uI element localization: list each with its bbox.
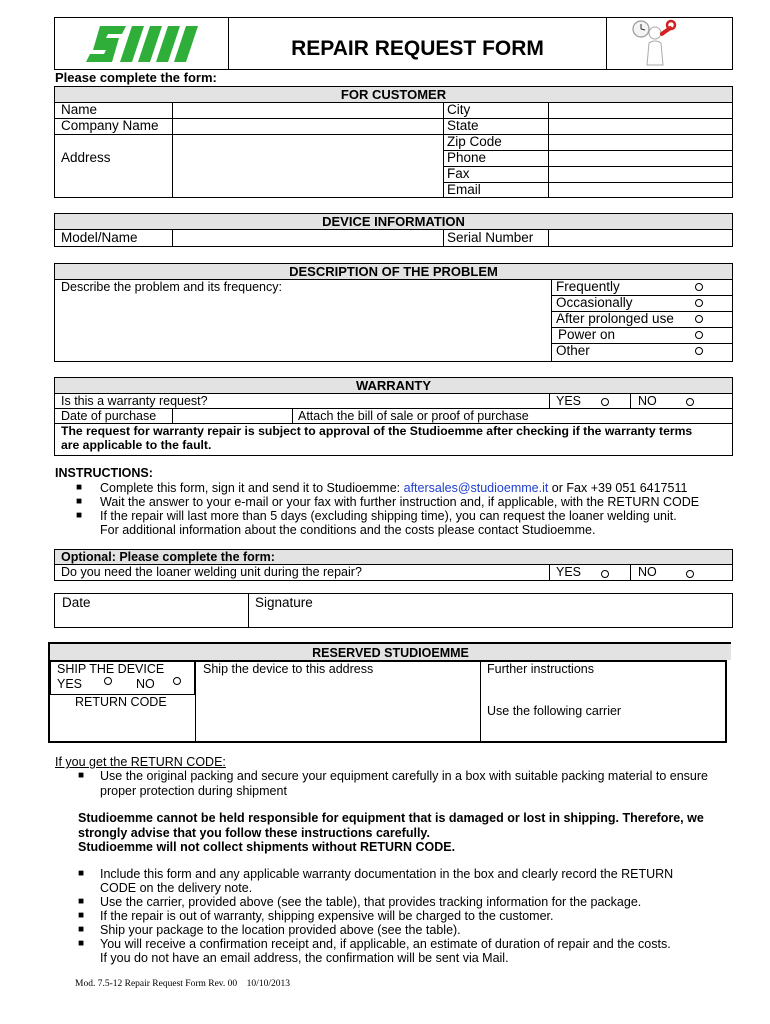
aftersales-email-link[interactable]: aftersales@studioemme.it [403, 481, 549, 495]
optional-title: Optional: Please complete the form: [61, 550, 275, 564]
return-bullet-1-line1: Use the original packing and secure your equipment carefully in a box with suitable packing material to ensure [100, 769, 708, 783]
return-bullet-6-line1: You will receive a confirmation receipt and, if applicable, an estimate of duration of repair and the costs. [100, 937, 671, 951]
bullet-icon: ■ [78, 868, 85, 879]
return-bullet-4: If the repair is out of warranty, shipping expensive will be charged to the customer. [100, 909, 554, 923]
frequency-occasionally-label: Occasionally [556, 295, 633, 310]
name-field[interactable] [174, 103, 442, 117]
reserved-section-header: RESERVED STUDIOEMME [312, 646, 469, 660]
frequency-power-on-radio[interactable] [695, 331, 703, 339]
date-of-purchase-label: Date of purchase [61, 409, 157, 423]
loaner-yes-label: YES [556, 565, 582, 579]
problem-section-header: DESCRIPTION OF THE PROBLEM [54, 263, 733, 280]
device-section-header: DEVICE INFORMATION [54, 213, 733, 230]
page-title: REPAIR REQUEST FORM [291, 37, 544, 60]
bullet-icon: ■ [78, 910, 85, 921]
loaner-question-label: Do you need the loaner welding unit during the repair? [61, 565, 362, 579]
phone-field[interactable] [550, 151, 732, 165]
bullet-icon: ■ [76, 496, 83, 507]
state-label: State [447, 118, 479, 133]
ship-yes-label: YES [57, 677, 83, 691]
ship-address-label: Ship the device to this address [203, 662, 374, 676]
warranty-question-label: Is this a warranty request? [61, 394, 208, 408]
bullet-icon: ■ [78, 938, 85, 949]
further-instructions-label: Further instructions [487, 662, 594, 676]
intro-text: Please complete the form: [55, 70, 217, 85]
signature-label: Signature [255, 595, 313, 610]
company-name-field[interactable] [174, 119, 442, 133]
frequency-power-on-label: Power on [558, 327, 616, 342]
address-label: Address [61, 150, 111, 165]
zip-code-field[interactable] [550, 135, 732, 149]
zip-code-label: Zip Code [447, 134, 502, 149]
fax-field[interactable] [550, 167, 732, 181]
instruction-item-3-line2: For additional information about the conditions and the costs please contact Studioemme. [100, 523, 596, 537]
problem-description-field[interactable] [56, 296, 550, 360]
return-bullet-3: Use the carrier, provided above (see the table), that provides tracking information for the package. [100, 895, 642, 909]
serial-number-label: Serial Number [447, 230, 534, 245]
instruction-item-2: Wait the answer to your e-mail or your fax with further instruction and, if applicable, with the RETURN CODE [100, 495, 700, 509]
warranty-note-line1: The request for warranty repair is subject to approval of the Studioemme after checking if the warranty terms [61, 424, 693, 438]
serial-number-field[interactable] [550, 230, 732, 246]
date-label: Date [62, 595, 91, 610]
bullet-icon: ■ [78, 896, 85, 907]
fax-label: Fax [447, 166, 470, 181]
phone-label: Phone [447, 150, 487, 165]
ship-no-radio[interactable] [173, 677, 181, 685]
ship-yes-radio[interactable] [104, 677, 112, 685]
date-field[interactable] [56, 612, 246, 626]
return-bullet-1-line2: proper protection during shipment [100, 784, 287, 798]
signature-field[interactable] [250, 612, 731, 626]
loaner-no-radio[interactable] [686, 570, 694, 578]
date-of-purchase-field[interactable] [174, 409, 291, 422]
warranty-no-label: NO [638, 394, 657, 408]
warranty-yes-label: YES [556, 394, 582, 408]
name-label: Name [61, 102, 98, 117]
model-name-label: Model/Name [61, 230, 138, 245]
frequency-prolonged-use-radio[interactable] [695, 315, 703, 323]
frequency-prolonged-use-label: After prolonged use [556, 311, 674, 326]
instruction-item-1-fax: or Fax +39 051 6417511 [548, 481, 688, 495]
state-field[interactable] [550, 119, 732, 133]
frequency-frequently-radio[interactable] [695, 283, 703, 291]
bullet-icon: ■ [76, 482, 83, 493]
frequency-other-radio[interactable] [695, 347, 703, 355]
bullet-icon: ■ [76, 510, 83, 521]
return-code-info-title: If you get the RETURN CODE: [55, 755, 226, 769]
ship-no-label: NO [136, 677, 155, 691]
return-bullet-2-line2: CODE on the delivery note. [100, 881, 253, 895]
repair-mascot-icon [631, 19, 677, 67]
bullet-icon: ■ [78, 770, 85, 781]
ship-device-label: SHIP THE DEVICE [57, 662, 165, 676]
company-name-label: Company Name [61, 118, 159, 133]
company-logo [86, 24, 198, 64]
loaner-yes-radio[interactable] [601, 570, 609, 578]
warranty-no-radio[interactable] [686, 398, 694, 406]
return-bullet-2-line1: Include this form and any applicable warranty documentation in the box and clearly record the RETURN [100, 867, 674, 881]
email-field[interactable] [550, 183, 732, 197]
return-code-label: RETURN CODE [75, 695, 167, 709]
instruction-item-3-line1: If the repair will last more than 5 days (excluding shipping time), you can request the loaner welding unit. [100, 509, 677, 523]
warranty-yes-radio[interactable] [601, 398, 609, 406]
address-field[interactable] [174, 135, 442, 197]
describe-problem-label: Describe the problem and its frequency: [61, 280, 282, 294]
shipping-warning-line2: strongly advise that you follow these instructions carefully. [78, 826, 430, 840]
instruction-item-1 [100, 481, 687, 495]
instructions-title: INSTRUCTIONS: [55, 466, 153, 480]
instruction-item-1-text: Complete this form, sign it and send it to Studioemme: [100, 481, 404, 495]
return-bullet-6-line2: If you do not have an email address, the confirmation will be sent via Mail. [100, 951, 509, 965]
frequency-occasionally-radio[interactable] [695, 299, 703, 307]
loaner-no-label: NO [638, 565, 657, 579]
warranty-note-line2: are applicable to the fault. [61, 438, 212, 452]
carrier-label: Use the following carrier [487, 704, 622, 718]
city-field[interactable] [550, 103, 732, 117]
shipping-warning-line1: Studioemme cannot be held responsible for equipment that is damaged or lost in shipping. Therefore, we [78, 811, 704, 825]
customer-section-header: FOR CUSTOMER [54, 86, 733, 103]
attach-proof-label: Attach the bill of sale or proof of purchase [298, 409, 529, 423]
warranty-section-header: WARRANTY [54, 377, 733, 394]
frequency-frequently-label: Frequently [556, 279, 620, 294]
form-footer: Mod. 7.5-12 Repair Request Form Rev. 00 10/10/2013 [75, 979, 290, 989]
return-bullet-5: Ship your package to the location provided above (see the table). [100, 923, 461, 937]
frequency-other-label: Other [556, 343, 590, 358]
model-name-field[interactable] [174, 230, 442, 246]
bullet-icon: ■ [78, 924, 85, 935]
email-label: Email [447, 182, 481, 197]
city-label: City [447, 102, 471, 117]
shipping-warning-line3: Studioemme will not collect shipments without RETURN CODE. [78, 840, 456, 854]
